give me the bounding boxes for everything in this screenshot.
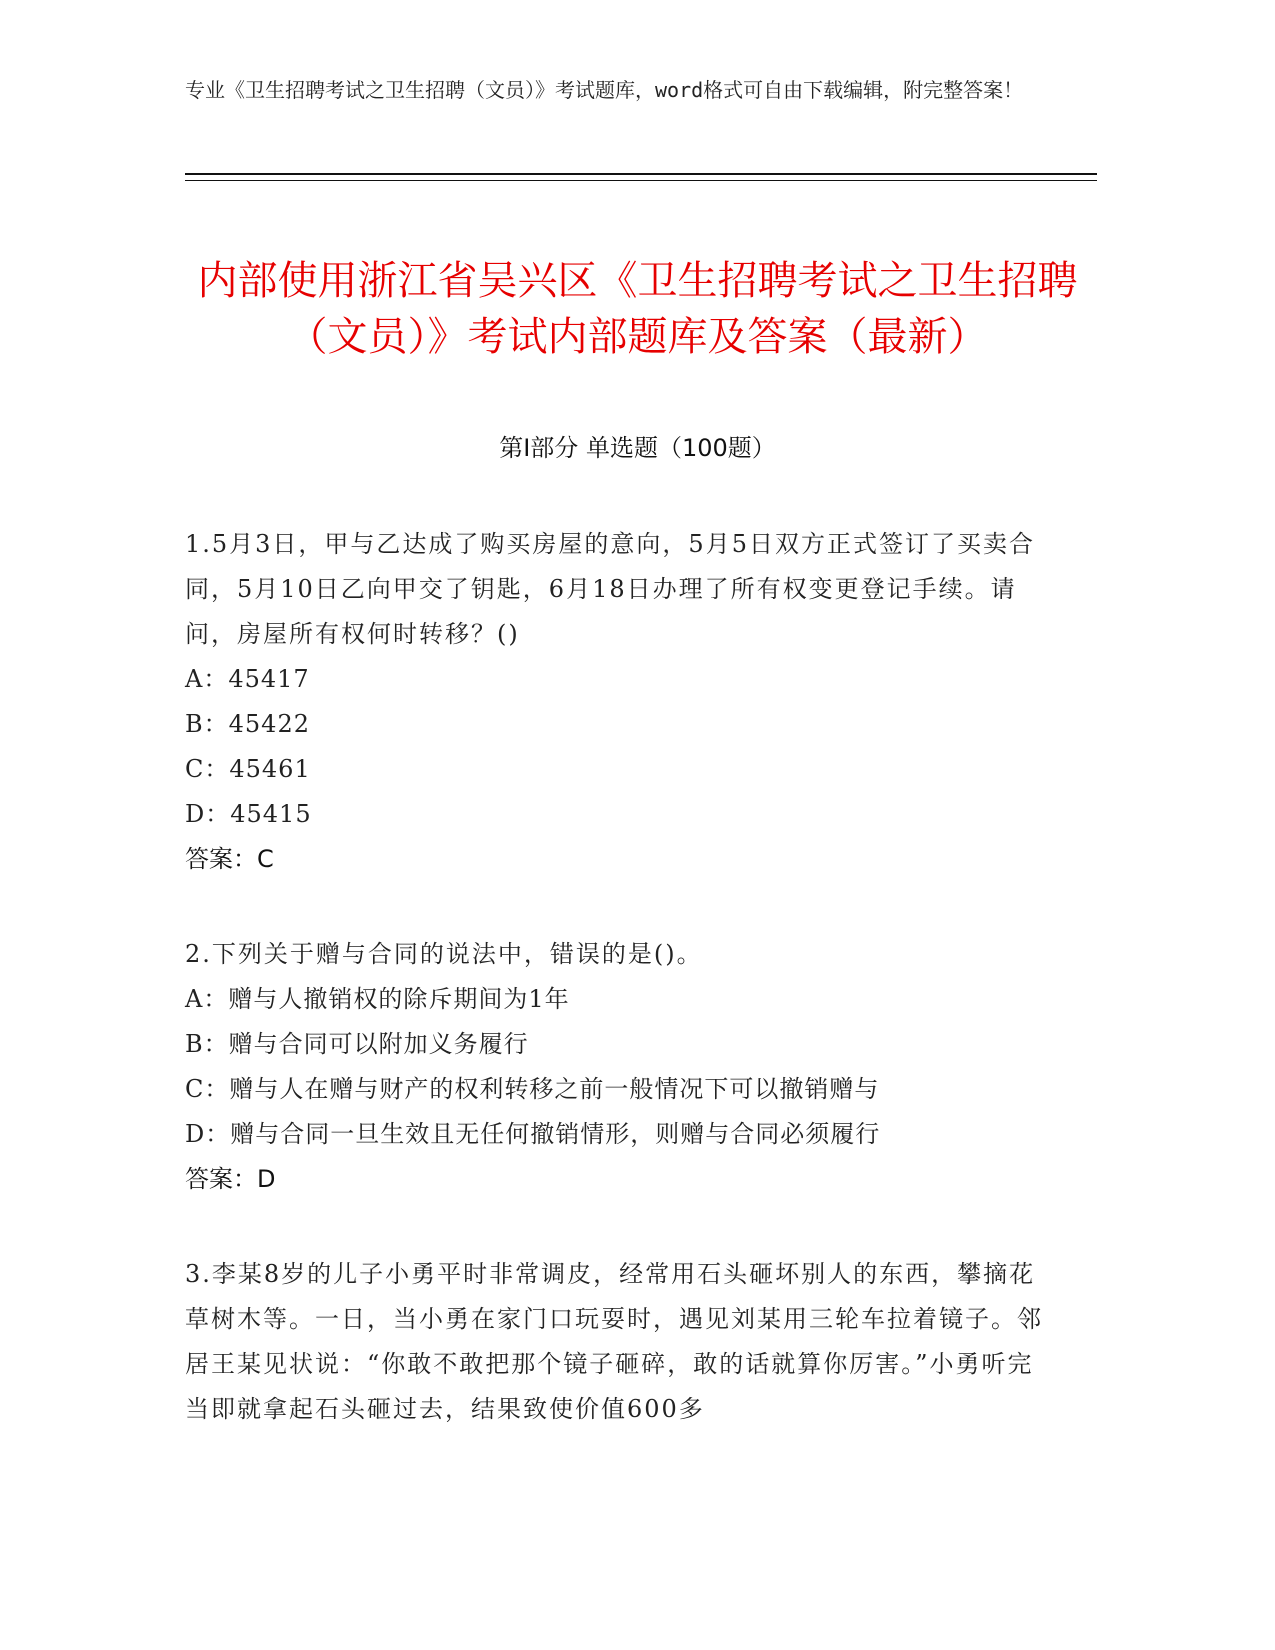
question-1 (185, 522, 1055, 882)
question-stem: 3.李某8岁的儿子小勇平时非常调皮，经常用石头砸坏别人的东西，攀摘花草树木等。一日，当小勇在家门口玩耍时，遇见刘某用三轮车拉着镜子。邻居王某见状说：“你敢不敢把那个镜子砸碎，敢的话就算你厉害。”小勇听完当即就拿起石头砸过去，结果致使价值600多 (185, 1260, 1043, 1423)
section-title: 第Ⅰ部分 单选题（100题） (499, 434, 776, 462)
option-a: A：赠与人撤销权的除斥期间为1年 (185, 985, 570, 1013)
option-c: C：赠与人在赠与财产的权利转移之前一般情况下可以撤销赠与 (185, 1075, 880, 1103)
option-b: B：赠与合同可以附加义务履行 (185, 1030, 529, 1058)
header-note: 专业《卫生招聘考试之卫生招聘（文员）》考试题库，word格式可自由下载编辑，附完整答案！ (185, 78, 1024, 102)
option-c: C：45461 (185, 755, 311, 783)
question-stem: 2.下列关于赠与合同的说法中，错误的是()。 (185, 940, 703, 968)
question-2 (185, 932, 1055, 1202)
answer-line: 答案：D (185, 1165, 276, 1193)
option-b: B：45422 (185, 710, 310, 738)
answer-line: 答案：C (185, 845, 274, 873)
option-a: A：45417 (185, 665, 310, 693)
option-d: D：45415 (185, 800, 312, 828)
header-divider-thick (185, 173, 1097, 175)
option-d: D：赠与合同一旦生效且无任何撤销情形，则赠与合同必须履行 (185, 1120, 881, 1148)
header-divider-thin (185, 180, 1097, 181)
question-3 (185, 1252, 1055, 1432)
question-stem: 1.5月3日，甲与乙达成了购买房屋的意向，5月5日双方正式签订了买卖合同，5月10日乙向甲交了钥匙，6月18日办理了所有权变更登记手续。请问，房屋所有权何时转移？() (185, 530, 1035, 648)
document-title: 内部使用浙江省吴兴区《卫生招聘考试之卫生招聘（文员）》考试内部题库及答案（最新） (197, 257, 1078, 360)
question-list (185, 522, 1055, 1482)
